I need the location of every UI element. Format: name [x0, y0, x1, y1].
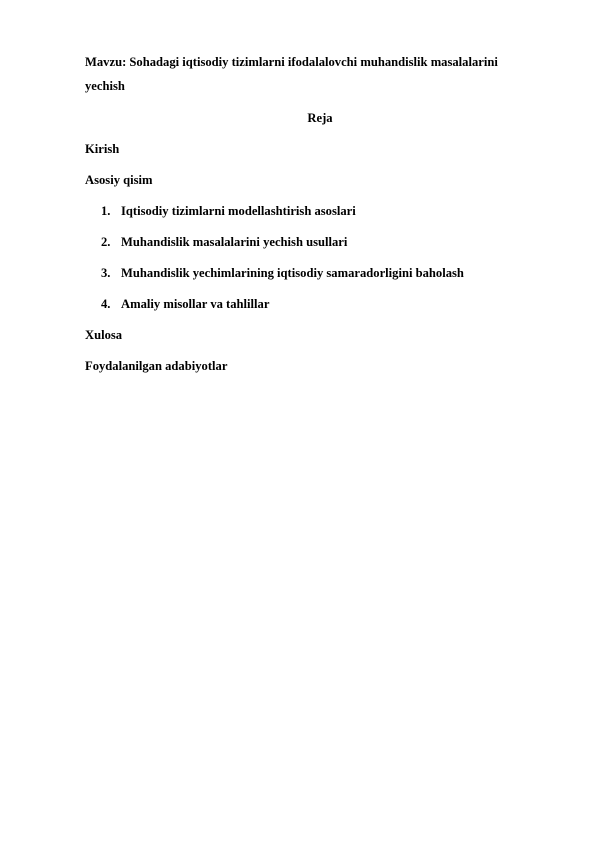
- list-item-number: 2.: [101, 235, 111, 249]
- list-item-number: 1.: [101, 204, 111, 218]
- list-item-number: 4.: [101, 297, 111, 311]
- list-item-text: Amaliy misollar va tahlillar: [121, 297, 270, 311]
- list-item-text: Muhandislik yechimlarining iqtisodiy samaradorligini baholash: [121, 266, 464, 280]
- list-item-text: Muhandislik masalalarini yechish usullari: [121, 235, 348, 249]
- document-title-line-2: yechish: [85, 79, 125, 93]
- list-item: [101, 234, 347, 250]
- list-item: [101, 296, 269, 312]
- section-references: Foydalanilgan adabiyotlar: [85, 359, 228, 373]
- section-main-part: Asosiy qisim: [85, 173, 153, 187]
- section-intro: Kirish: [85, 142, 120, 156]
- section-conclusion: Xulosa: [85, 328, 123, 342]
- list-item: [101, 203, 356, 219]
- plan-heading: Reja: [307, 111, 333, 125]
- list-item-text: Iqtisodiy tizimlarni modellashtirish asoslari: [121, 204, 356, 218]
- list-item: [101, 265, 464, 281]
- list-item-number: 3.: [101, 266, 111, 280]
- document-title-line-1: Mavzu: Sohadagi iqtisodiy tizimlarni ifodalalovchi muhandislik masalalarini: [85, 55, 498, 69]
